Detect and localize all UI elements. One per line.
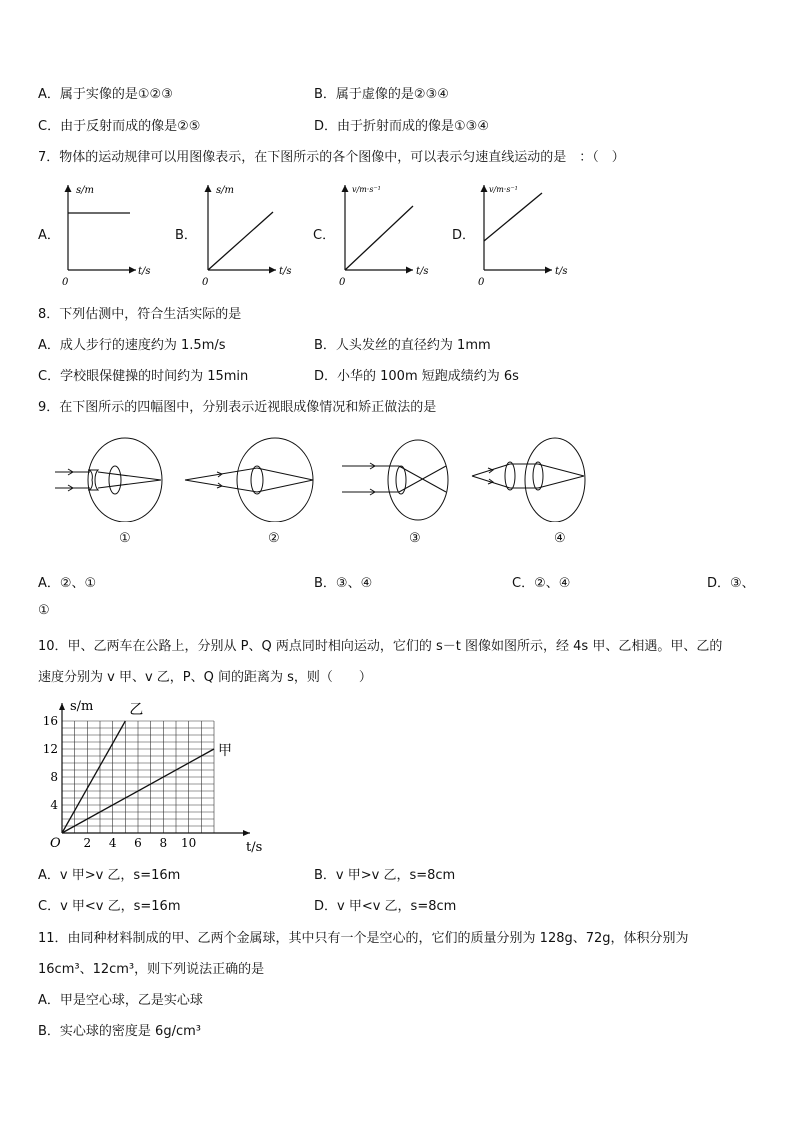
q11-stem-line1: 11．由同种材料制成的甲、乙两个金属球，其中只有一个是空心的，它们的质量分别为 128g、72g，体积分别为 [38, 931, 689, 946]
q7-graph-a-ylabel: s/m [76, 185, 94, 196]
q10-stem-line1: 10．甲、乙两车在公路上，分别从 P、Q 两点同时相向运动，它们的 s－t 图像如图所示，经 4s 甲、乙相遇。甲、乙的 [38, 639, 723, 654]
q7-graph-d-ylabel: v/m·s⁻¹ [489, 185, 518, 194]
q7-graph-b [202, 185, 292, 288]
q7-graph-b-xlabel: t/s [279, 266, 292, 277]
q7-graph-d-origin: 0 [478, 277, 485, 288]
q10-option-c: C．v 甲<v 乙，s=16m [38, 899, 181, 914]
q9-option-b: B．③、④ [314, 576, 373, 591]
q10-st-chart [30, 694, 270, 856]
q7-graph-d-line [484, 193, 542, 241]
q7-graph-c-xlabel: t/s [416, 266, 429, 277]
q7-graph-b-label: B． [175, 228, 197, 243]
q7-graph-d [478, 185, 568, 288]
q7-graph-a-xlabel: t/s [138, 266, 151, 277]
eye-diagram-4 [472, 438, 585, 522]
q9-option-d-continued: ① [38, 603, 50, 618]
q10-option-d: D．v 甲<v 乙，s=8cm [314, 899, 457, 914]
q9-fig-label-4: ④ [554, 531, 566, 546]
q11-option-b: B．实心球的密度是 6g/cm³ [38, 1024, 201, 1039]
series-label-yi: 乙 [129, 702, 144, 718]
eye-diagram-2 [185, 438, 313, 522]
q6-option-c: C．由于反射而成的像是②⑤ [38, 119, 201, 134]
q8-stem: 8．下列估测中，符合生活实际的是 [38, 307, 242, 322]
q11-option-a: A．甲是空心球，乙是实心球 [38, 993, 203, 1008]
eye-diagram-3 [342, 440, 448, 520]
y-tick-label: 16 [42, 714, 58, 728]
q7-graph-d-label: D． [452, 228, 476, 243]
origin-label: O [50, 836, 61, 851]
q7-graph-a-origin: 0 [62, 277, 69, 288]
y-axis-label: s/m [70, 699, 94, 714]
q8-option-b: B．人头发丝的直径约为 1mm [314, 338, 491, 353]
q7-graph-c-label: C． [313, 228, 336, 243]
q7-graphs [0, 175, 794, 290]
q6-option-d: D．由于折射而成的像是①③④ [314, 119, 489, 134]
q6-option-b: B．属于虚像的是②③④ [314, 87, 449, 102]
q7-graph-c [339, 185, 429, 288]
q8-option-d: D．小华的 100m 短跑成绩约为 6s [314, 369, 519, 384]
q7-graph-c-line [345, 206, 413, 270]
q7-graph-d-xlabel: t/s [555, 266, 568, 277]
x-tick-label: 10 [181, 836, 197, 850]
x-tick-label: 6 [134, 836, 142, 850]
q9-option-a: A．②、① [38, 576, 97, 591]
q10-option-b: B．v 甲>v 乙，s=8cm [314, 868, 456, 883]
eye-diagram-1 [55, 438, 162, 522]
x-axis-label: t/s [246, 840, 263, 855]
q7-stem: 7．物体的运动规律可以用图像表示，在下图所示的各个图像中，可以表示匀速直线运动的是 ：（ ） [38, 150, 625, 165]
q7-graph-b-ylabel: s/m [216, 185, 234, 196]
q9-eye-diagrams [0, 432, 794, 522]
q6-option-a: A．属于实像的是①②③ [38, 87, 173, 102]
q9-option-d: D．③、 [707, 576, 755, 591]
y-tick-label: 12 [42, 742, 58, 756]
series-label-jia: 甲 [218, 743, 232, 759]
q9-fig-label-2: ② [268, 531, 280, 546]
q10-stem-line2: 速度分别为 v 甲、v 乙，P、Q 间的距离为 s，则（ ） [38, 670, 372, 685]
q7-graph-b-origin: 0 [202, 277, 209, 288]
q7-graph-a-label: A． [38, 228, 60, 243]
q9-option-c: C．②、④ [512, 576, 571, 591]
y-axis-arrow [59, 703, 65, 710]
q7-graph-c-ylabel: v/m·s⁻¹ [352, 185, 381, 194]
q8-option-c: C．学校眼保健操的时间约为 15min [38, 369, 249, 384]
x-tick-label: 2 [83, 836, 92, 850]
y-tick-label: 8 [50, 770, 58, 784]
q8-option-a: A．成人步行的速度约为 1.5m/s [38, 338, 226, 353]
q7-graph-c-origin: 0 [339, 277, 346, 288]
x-tick-label: 8 [159, 836, 168, 850]
y-tick-label: 4 [50, 798, 58, 812]
q9-stem: 9．在下图所示的四幅图中，分别表示近视眼成像情况和矫正做法的是 [38, 400, 437, 415]
q7-graph-b-line [208, 212, 273, 270]
q9-fig-label-3: ③ [409, 531, 421, 546]
x-tick-label: 4 [108, 836, 117, 850]
x-axis-arrow [243, 830, 250, 836]
q7-graph-a [62, 185, 151, 288]
q11-stem-line2: 16cm³、12cm³，则下列说法正确的是 [38, 962, 265, 977]
q10-option-a: A．v 甲>v 乙，s=16m [38, 868, 181, 883]
q9-fig-label-1: ① [119, 531, 131, 546]
